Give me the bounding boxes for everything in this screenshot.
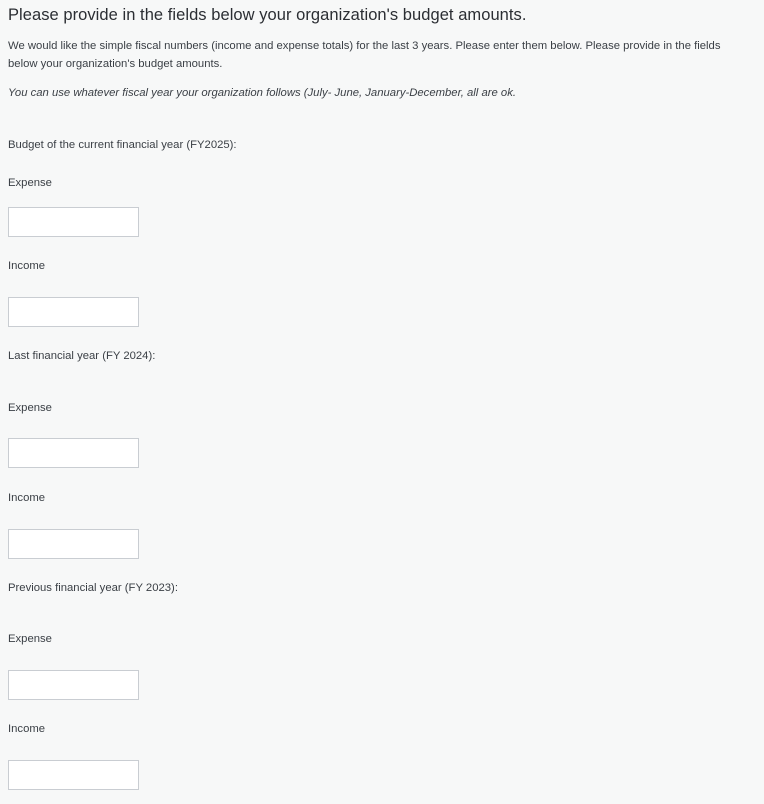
fy2023-income-input[interactable] [8, 760, 139, 790]
fy2024-expense-input[interactable] [8, 438, 139, 468]
fy2023-income-label: Income [8, 723, 46, 735]
fy2024-expense-label: Expense [8, 402, 52, 414]
fy2025-expense-label: Expense [8, 177, 52, 189]
section-title-fy2025: Budget of the current financial year (FY2025): [8, 139, 237, 151]
fy2024-income-input[interactable] [8, 529, 139, 559]
fy2024-income-label: Income [8, 492, 46, 504]
fy2025-income-input[interactable] [8, 297, 139, 327]
fy2023-expense-label: Expense [8, 633, 52, 645]
form-heading: Please provide in the fields below your organization's budget amounts. [8, 6, 527, 24]
section-title-fy2023: Previous financial year (FY 2023): [8, 582, 178, 594]
fy2025-income-label: Income [8, 260, 46, 272]
form-intro-text: We would like the simple fiscal numbers (income and expense totals) for the last 3 years. Please enter them below. Please provide in the fields below your organization's budget amounts. [8, 40, 721, 70]
fy2023-expense-input[interactable] [8, 670, 139, 700]
fiscal-year-note: You can use whatever fiscal year your organization follows (July- June, January-December, all are ok. [8, 87, 516, 99]
section-title-fy2024: Last financial year (FY 2024): [8, 350, 156, 362]
fy2025-expense-input[interactable] [8, 207, 139, 237]
